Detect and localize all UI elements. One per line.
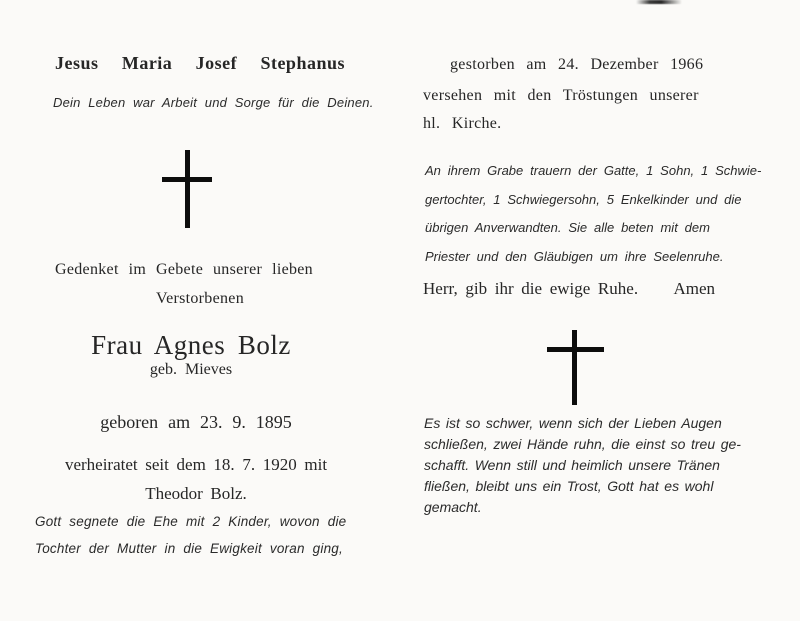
prayer-amen: Amen: [673, 279, 715, 298]
epitaph-line: gemacht.: [424, 499, 482, 515]
cross-icon: [160, 148, 215, 230]
scan-smudge-artifact: [636, 0, 682, 4]
death-date-line-1: gestorben am 24. Dezember 1966: [450, 56, 704, 73]
motto-line: Dein Leben war Arbeit und Sorge für die Deinen.: [53, 95, 374, 110]
blessing-line-1: Gott segnete die Ehe mit 2 Kinder, wovon die: [35, 514, 347, 529]
death-date-line-2: versehen mit den Tröstungen unserer: [423, 87, 699, 104]
mourners-line: übrigen Anverwandten. Sie alle beten mit dem: [425, 220, 710, 235]
invocation-names: [55, 53, 345, 74]
invocation-name: Stephanus: [260, 53, 345, 73]
death-date-line-3: hl. Kirche.: [423, 115, 502, 132]
mourners-line: An ihrem Grabe trauern der Gatte, 1 Sohn, 1 Schwie-: [425, 163, 762, 178]
mourners-line: Priester und den Gläubigen um ihre Seelenruhe.: [425, 248, 724, 264]
prayer-text: Herr, gib ihr die ewige Ruhe.: [423, 279, 639, 298]
invocation-name: Maria: [121, 53, 173, 73]
marriage-line-1: verheiratet seit dem 18. 7. 1920 mit: [64, 455, 328, 474]
mourners-paragraph: [425, 157, 761, 271]
remembrance-line-1: Gedenket im Gebete unserer lieben: [55, 261, 313, 278]
epitaph-line: schafft. Wenn still und heimlich unsere Tränen: [424, 457, 720, 473]
marriage-line-2: Theodor Bolz.: [145, 484, 247, 503]
remembrance-line-2: Verstorbenen: [155, 290, 244, 307]
invocation-name: Jesus: [55, 53, 99, 73]
invocation-name: Josef: [195, 53, 238, 73]
epitaph-paragraph: [424, 413, 741, 518]
prayer-line: [423, 279, 715, 299]
epitaph-line: schließen, zwei Hände ruhn, die einst so treu ge-: [424, 436, 741, 452]
epitaph-line: Es ist so schwer, wenn sich der Lieben Augen: [424, 415, 722, 431]
epitaph-line: fließen, bleibt uns ein Trost, Gott hat es wohl: [424, 478, 714, 494]
maiden-name: geb. Mieves: [149, 361, 233, 378]
birth-date-line: geboren am 23. 9. 1895: [100, 412, 292, 432]
mourners-line: gertochter, 1 Schwiegersohn, 5 Enkelkinder und die: [425, 191, 742, 207]
deceased-name: Frau Agnes Bolz: [91, 330, 291, 360]
blessing-line-2: Tochter der Mutter in die Ewigkeit voran ging,: [35, 541, 343, 556]
cross-icon: [545, 328, 605, 405]
